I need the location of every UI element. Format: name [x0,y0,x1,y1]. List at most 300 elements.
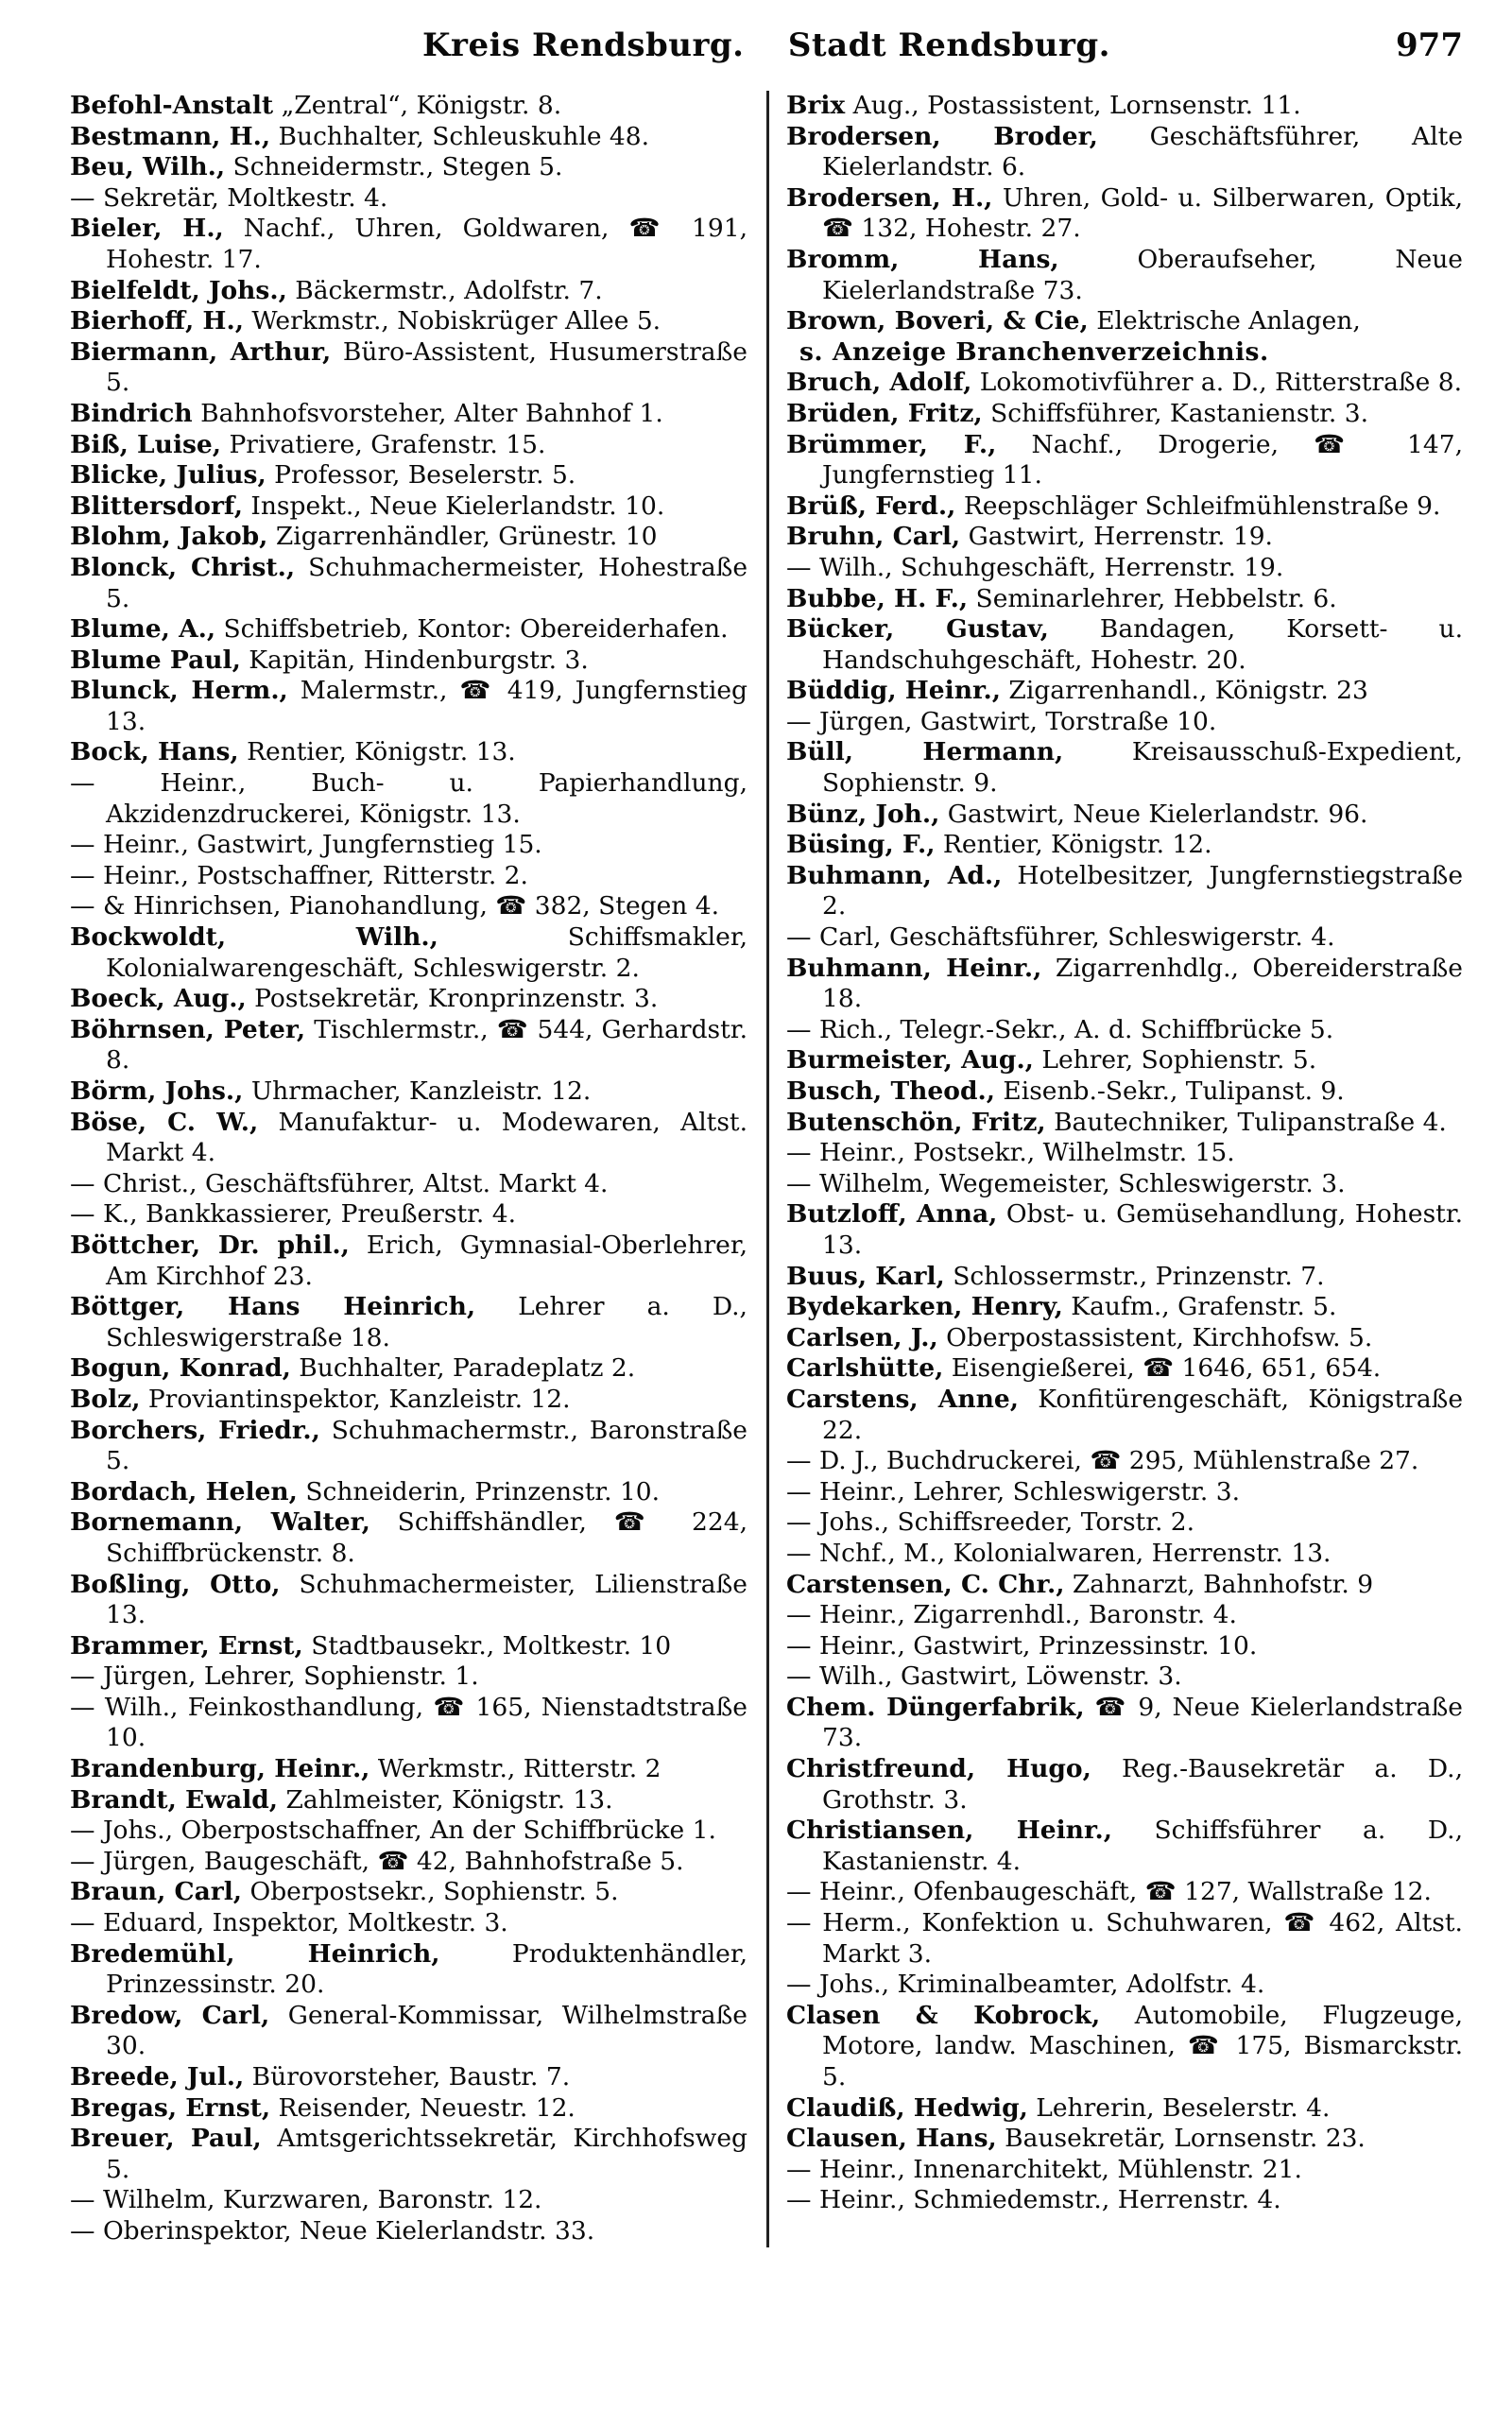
directory-entry [70,152,747,183]
entry-name: Bruch, Adolf, [786,368,972,398]
page-header [70,0,1463,91]
entry-name: Blume Paul, [70,645,241,675]
entry-details: Schlossermstr., Prinzenstr. 7. [944,1261,1325,1291]
entry-name: Claudiß, Hedwig, [786,2092,1028,2123]
entry-name: Bock, Hans, [70,737,239,767]
entry-details: Schiffsführer, Kastanienstr. 3. [982,398,1368,428]
entry-name: Böttcher, Dr. phil., [70,1230,350,1260]
entry-details: & Hinrichsen, Pianohandlung, ☎ 382, Stegen 4. [102,891,720,921]
entry-name: — [786,1507,819,1538]
directory-entry [70,2001,747,2062]
entry-details: Werkmstr., Nobiskrüger Allee 5. [243,306,662,336]
entry-name: — [786,1476,819,1506]
directory-entry [786,614,1463,676]
directory-entry [786,1877,1463,1908]
directory-entry [70,91,747,122]
entry-name: Bockwoldt, Wilh., [70,922,438,953]
entry-name: — [70,1661,103,1692]
entry-name: — [786,1630,819,1661]
entry-details: Lehrerin, Beselerstr. 4. [1027,2092,1331,2123]
entry-details: Manufaktur- u. Modewaren, Altst. Markt 4. [106,1107,748,1168]
directory-entry [786,1693,1463,1754]
directory-entry [786,1631,1463,1662]
entry-name: — [70,1692,105,1722]
directory-entry [786,800,1463,831]
entry-details: Schuhmachermeister, Lilienstraße 13. [106,1569,747,1630]
entry-details: Amtsgerichtssekretär, Kirchhofsweg 5. [106,2124,748,2184]
entry-details: Rentier, Königstr. 12. [935,830,1212,860]
entry-details: Heinr., Buch- u. Papierhandlung, Akzidenzdruckerei, Königstr. 13. [106,768,747,829]
directory-entry [786,183,1463,245]
directory-entry [70,768,747,830]
entry-name: Büll, Hermann, [786,737,1064,767]
directory-entry [786,1045,1463,1076]
directory-entry [786,830,1463,861]
entry-details: Bausekretär, Lornsenstr. 23. [996,2124,1366,2154]
entry-details: Heinr., Innenarchitekt, Mühlenstr. 21. [818,2154,1302,2184]
entry-details: Privatiere, Grafenstr. 15. [221,429,546,459]
directory-entry [786,1970,1463,2001]
entry-name: Butenschön, Fritz, [786,1107,1046,1137]
directory-entry [786,1323,1463,1354]
page-number: 977 [1396,26,1463,64]
entry-name: Brümmer, F., [786,429,997,459]
entry-details: Professor, Beselerstr. 5. [266,460,576,491]
entry-name: Böse, C. W., [70,1107,259,1137]
entry-details: Oberpostassistent, Kirchhofsw. 5. [937,1322,1373,1352]
entry-details: Uhren, Gold- u. Silberwaren, Optik, ☎ 132, Hohestr. 27. [822,182,1464,244]
entry-name: Breede, Jul., [70,2062,245,2091]
entry-details: Nachf., Uhren, Goldwaren, ☎ 191, Hohestr. 17. [106,214,747,274]
entry-name: Bruhn, Carl, [786,522,961,552]
directory-entry [786,676,1463,707]
entry-name: — [70,1168,103,1198]
entry-name: — [786,1661,819,1692]
directory-entry [786,2155,1463,2186]
directory-entry [786,2185,1463,2216]
directory-entry [70,1231,747,1292]
directory-entry [786,1292,1463,1323]
entry-name: Bünz, Joh., [786,799,940,829]
directory-entry [70,1015,747,1076]
directory-entry [786,1169,1463,1200]
entry-name: Carstensen, C. Chr., [786,1569,1065,1599]
entry-details: Heinr., Ofenbaugeschäft, ☎ 127, Wallstraße 12. [818,1877,1432,1907]
directory-entry [70,2124,747,2185]
entry-name: Blicke, Julius, [70,460,266,491]
entry-name: — [70,860,103,890]
entry-details: Wilh., Gastwirt, Löwenstr. 3. [818,1661,1182,1692]
entry-details: Tischlermstr., ☎ 544, Gerhardstr. 8. [106,1014,747,1076]
entry-details: Geschäftsführer, Alte Kielerlandstr. 6. [822,121,1463,182]
directory-entry [786,1539,1463,1570]
directory-entry [786,1353,1463,1385]
entry-details: Jürgen, Lehrer, Sophienstr. 1. [102,1661,479,1692]
entry-name: — [70,2215,103,2246]
directory-entry [70,984,747,1015]
directory-entry [70,2216,747,2247]
entry-name: Bredow, Carl, [70,2000,270,2030]
entry-details: Bautechniker, Tulipanstraße 4. [1045,1107,1447,1137]
directory-entry [70,399,747,430]
entry-name: — [70,1816,103,1846]
directory-entry [786,1754,1463,1816]
entry-details: Nachf., Drogerie, ☎ 147, Jungfernstieg 11. [822,429,1464,491]
entry-name: Brandenburg, Heinr., [70,1754,370,1784]
entry-details: Johs., Kriminalbeamter, Adolfstr. 4. [818,1970,1265,2000]
entry-name: — [70,830,103,860]
header-city: Stadt Rendsburg. [787,26,1111,64]
entry-details: Lehrer, Sophienstr. 5. [1033,1045,1317,1076]
entry-name: — [70,2185,103,2215]
entry-details: Wilhelm, Kurzwaren, Baronstr. 12. [102,2185,542,2215]
directory-entry [786,1262,1463,1293]
entry-details: Rentier, Königstr. 13. [238,737,516,767]
entry-details: Proviantinspektor, Kanzleistr. 12. [140,1384,571,1414]
entry-details: Buchhalter, Schleuskuhle 48. [270,121,650,151]
entry-details: Oberaufseher, Neue Kielerlandstraße 73. [822,244,1463,305]
directory-entry [70,1507,747,1569]
entry-details: Automobile, Flugzeuge, Motore, landw. Maschinen, ☎ 175, Bismarckstr. 5. [822,2000,1464,2091]
entry-name: — [70,182,103,213]
directory-entry [786,707,1463,738]
directory-entry [786,122,1463,183]
entry-details: Schuhmachermstr., Baronstraße 5. [106,1415,747,1476]
entry-details: Sekretär, Moltkestr. 4. [102,182,388,213]
entry-name: Bubbe, H. F., [786,583,969,613]
entry-details: Heinr., Schmiedemstr., Herrenstr. 4. [818,2185,1281,2215]
entry-details: K., Bankkassierer, Preußerstr. 4. [102,1199,517,1230]
entry-name: — [786,552,819,582]
directory-entry [70,1416,747,1477]
entry-name: Boßling, Otto, [70,1569,281,1599]
entry-details: „Zentral“, Königstr. 8. [273,91,562,120]
entry-name: Bydekarken, Henry, [786,1292,1063,1322]
entry-name: Beu, Wilh., [70,152,226,182]
entry-details: Buchhalter, Paradeplatz 2. [290,1353,636,1384]
directory-entry [786,1015,1463,1046]
directory-entry [70,1877,747,1908]
entry-name: — [786,2185,819,2215]
directory-entry [70,122,747,153]
entry-details: Johs., Oberpostschaffner, An der Schiffbrücke 1. [102,1816,716,1846]
directory-entry [786,306,1463,337]
directory-entry [786,245,1463,306]
entry-name: — [786,1446,819,1476]
entry-details: Oberpostsekr., Sophienstr. 5. [242,1877,619,1907]
entry-name: Börm, Johs., [70,1076,244,1106]
directory-entry [786,1816,1463,1877]
entry-details: Wilhelm, Wegemeister, Schleswigerstr. 3. [818,1168,1346,1198]
directory-entry [786,1138,1463,1169]
entry-details: Erich, Gymnasial-Oberlehrer, Am Kirchhof 23. [106,1230,747,1291]
entry-details: Zigarrenhdlg., Obereiderstraße 18. [822,953,1463,1014]
directory-entry [786,1661,1463,1693]
entry-details: Zigarrenhändler, Grünestr. 10 [267,522,658,552]
entry-details: Bürovorsteher, Baustr. 7. [244,2062,571,2091]
entry-name: — [786,1168,819,1198]
entry-name: — [786,922,819,953]
entry-name: — [786,1877,819,1907]
entry-details: Heinr., Postschaffner, Ritterstr. 2. [102,860,528,890]
directory-entry [70,1693,747,1754]
entry-name: Blittersdorf, [70,491,243,521]
entry-columns [70,91,1463,2247]
entry-name: — [70,891,103,921]
entry-details: Schiffshändler, ☎ 224, Schiffbrückenstr. 8. [106,1507,748,1568]
directory-entry [70,830,747,861]
directory-entry [786,584,1463,615]
entry-details: Malermstr., ☎ 419, Jungfernstieg 13. [106,676,747,736]
entry-details: Reisender, Neuestr. 12. [270,2092,576,2123]
directory-entry [70,861,747,892]
directory-entry [786,399,1463,430]
directory-entry [70,891,747,922]
directory-entry [786,1600,1463,1631]
directory-entry [786,922,1463,954]
directory-entry [786,491,1463,523]
entry-details: Jürgen, Gastwirt, Torstraße 10. [818,706,1217,736]
directory-entry [786,522,1463,553]
entry-details: Postsekretär, Kronprinzenstr. 3. [246,984,659,1014]
entry-details: Heinr., Lehrer, Schleswigerstr. 3. [818,1476,1241,1506]
directory-entry [70,553,747,614]
entry-details: Bandagen, Korsett- u. Handschuhgeschäft, Hohestr. 20. [822,614,1463,675]
entry-name: Blunck, Herm., [70,676,288,706]
entry-details: Zahlmeister, Königstr. 13. [278,1784,613,1815]
entry-name: Bieler, H., [70,214,224,244]
directory-entry [70,1754,747,1785]
directory-entry [70,214,747,275]
directory-entry [786,861,1463,922]
directory-entry [786,553,1463,584]
entry-name: Brix [786,91,846,120]
directory-entry [70,460,747,491]
right-column [766,91,1463,2247]
entry-name: — [786,1970,819,2000]
entry-name: Carlsen, J., [786,1322,938,1352]
entry-name: Clausen, Hans, [786,2124,997,2154]
left-column [70,91,766,2247]
entry-details: Schiffsführer a. D., Kastanienstr. 4. [822,1816,1463,1876]
directory-entry [70,1199,747,1231]
entry-name: Brodersen, Broder, [786,121,1098,151]
directory-entry [70,1570,747,1631]
directory-entry [70,614,747,645]
entry-name: Befohl-Anstalt [70,91,274,120]
entry-details: Gastwirt, Neue Kielerlandstr. 96. [939,799,1368,829]
entry-name: — [786,1138,819,1168]
directory-entry [786,1908,1463,1970]
directory-entry [786,368,1463,399]
section-reference: s. Anzeige Branchenverzeichnis. [799,336,1269,367]
entry-name: Bornemann, Walter, [70,1507,370,1538]
directory-entry [70,1816,747,1847]
entry-name: Burmeister, Aug., [786,1045,1034,1076]
directory-entry [786,1570,1463,1601]
directory-entry [70,1169,747,1200]
entry-name: Bierhoff, H., [70,306,244,336]
entry-details: Christ., Geschäftsführer, Altst. Markt 4. [102,1168,609,1198]
entry-name: Brüß, Ferd., [786,491,956,521]
entry-name: Breuer, Paul, [70,2124,262,2154]
directory-entry [70,1385,747,1416]
directory-entry [786,91,1463,122]
entry-details: Stadtbausekr., Moltkestr. 10 [302,1630,672,1661]
entry-name: Blonck, Christ., [70,552,296,582]
directory-entry [786,1076,1463,1108]
entry-details: Seminarlehrer, Hebbelstr. 6. [968,583,1337,613]
entry-details: Gastwirt, Herrenstr. 19. [960,522,1273,552]
running-title [422,26,1110,64]
directory-entry [786,1199,1463,1261]
directory-entry [786,2001,1463,2093]
directory-entry [70,1908,747,1939]
entry-details: Heinr., Gastwirt, Prinzessinstr. 10. [818,1630,1258,1661]
entry-name: — [786,1538,819,1568]
entry-details: Lokomotivführer a. D., Ritterstraße 8. [971,368,1463,398]
directory-entry [786,954,1463,1015]
entry-details: Johs., Schiffsreeder, Torstr. 2. [818,1507,1195,1538]
directory-entry [786,1477,1463,1508]
entry-details: ☎ 9, Neue Kielerlandstraße 73. [822,1692,1463,1753]
entry-details: Eisenb.-Sekr., Tulipanst. 9. [994,1076,1345,1106]
entry-name: Bogun, Konrad, [70,1353,291,1384]
directory-entry [70,337,747,399]
entry-details: Lehrer a. D., Schleswigerstraße 18. [106,1292,747,1352]
directory-entry [70,645,747,677]
entry-details: Zahnarzt, Bahnhofstr. 9 [1064,1569,1374,1599]
directory-entry [70,1108,747,1169]
entry-details: Obst- u. Gemüsehandlung, Hohestr. 13. [822,1199,1463,1260]
entry-name: Brammer, Ernst, [70,1630,303,1661]
entry-details: Nchf., M., Kolonialwaren, Herrenstr. 13. [818,1538,1332,1568]
entry-details: Schneidermstr., Stegen 5. [225,152,563,182]
entry-name: Biß, Luise, [70,429,222,459]
entry-name: Bredemühl, Heinrich, [70,1938,440,1969]
directory-entry [70,2093,747,2125]
directory-entry [70,1353,747,1385]
entry-details: General-Kommissar, Wilhelmstraße 30. [106,2000,747,2061]
directory-entry [786,1385,1463,1446]
entry-name: Christiansen, Heinr., [786,1816,1112,1846]
entry-name: Butzloff, Anna, [786,1199,998,1230]
entry-details: Aug., Postassistent, Lornsenstr. 11. [845,91,1301,120]
entry-name: Bolz, [70,1384,141,1414]
entry-details: Uhrmacher, Kanzleistr. 12. [243,1076,592,1106]
entry-name: Bordach, Helen, [70,1476,298,1506]
directory-entry [70,276,747,307]
directory-entry [70,522,747,553]
entry-name: — [70,1908,103,1938]
header-district: Kreis Rendsburg. [421,26,745,64]
entry-details: Oberinspektor, Neue Kielerlandstr. 33. [102,2215,595,2246]
entry-details: Reepschläger Schleifmühlenstraße 9. [955,491,1441,521]
entry-details: Zigarrenhandl., Königstr. 23 [1000,676,1368,706]
directory-entry [70,1631,747,1662]
entry-details: Bäckermstr., Adolfstr. 7. [286,275,603,305]
entry-name: Brandt, Ewald, [70,1784,279,1815]
entry-name: Brodersen, H., [786,182,993,213]
entry-name: Brüden, Fritz, [786,398,983,428]
entry-details: Werkmstr., Ritterstr. 2 [369,1754,662,1784]
entry-details: Konfitürengeschäft, Königstraße 22. [822,1384,1464,1445]
entry-name: — [70,768,161,799]
entry-details: Reg.-Bausekretär a. D., Grothstr. 3. [822,1754,1463,1815]
entry-name: — [786,2154,819,2184]
entry-name: Braun, Carl, [70,1877,243,1907]
entry-name: Biermann, Arthur, [70,336,332,367]
entry-name: Bücker, Gustav, [786,614,1049,645]
directory-entry [70,2062,747,2093]
directory-entry [70,1939,747,2001]
directory-entry [70,306,747,337]
entry-details: Kaufm., Grafenstr. 5. [1062,1292,1337,1322]
directory-entry [786,1446,1463,1477]
entry-details: Schuhmachermeister, Hohestraße 5. [106,552,747,613]
entry-name: Bromm, Hans, [786,244,1059,274]
entry-name: Büsing, F., [786,830,936,860]
directory-entry [786,737,1463,799]
directory-entry [70,1292,747,1353]
directory-entry [786,2124,1463,2155]
entry-name: Büddig, Heinr., [786,676,1001,706]
entry-details: Eduard, Inspektor, Moltkestr. 3. [102,1908,508,1938]
entry-name: Brown, Boveri, & Cie, [786,306,1089,336]
entry-name: — [70,1846,103,1876]
entry-details: Heinr., Gastwirt, Jungfernstieg 15. [102,830,542,860]
entry-details: Schiffsmakler, Kolonialwarengeschäft, Schleswigerstr. 2. [106,922,747,983]
entry-details: Büro-Assistent, Husumerstraße 5. [106,336,747,398]
entry-name: Bregas, Ernst, [70,2092,271,2123]
entry-name: Bielfeldt, Johs., [70,275,287,305]
directory-entry [70,1785,747,1816]
entry-name: Christfreund, Hugo, [786,1754,1091,1784]
entry-name: Böhrnsen, Peter, [70,1014,306,1044]
entry-details: Schiffsbetrieb, Kontor: Obereiderhafen. [215,614,729,645]
entry-name: Boeck, Aug., [70,984,247,1014]
entry-name: — [786,1600,819,1630]
entry-details: Bahnhofsvorsteher, Alter Bahnhof 1. [192,398,663,428]
entry-details: Eisengießerei, ☎ 1646, 651, 654. [943,1353,1382,1384]
entry-name: Bestmann, H., [70,121,271,151]
entry-name: Buus, Karl, [786,1261,945,1291]
directory-entry [786,1507,1463,1539]
directory-entry [70,1847,747,1878]
directory-entry [786,430,1463,491]
directory-entry [70,1477,747,1508]
entry-name: Borchers, Friedr., [70,1415,320,1445]
entry-details: Inspekt., Neue Kielerlandstr. 10. [242,491,665,521]
directory-entry [786,1108,1463,1139]
entry-name: — [786,1908,823,1938]
entry-details: Carl, Geschäftsführer, Schleswigerstr. 4. [818,922,1335,953]
directory-entry [70,2185,747,2216]
entry-name: Carstens, Anne, [786,1384,1019,1414]
directory-entry [70,430,747,461]
entry-name: Böttger, Hans Heinrich, [70,1292,476,1322]
entry-details: Produktenhändler, Prinzessinstr. 20. [106,1938,747,2000]
entry-name: Buhmann, Ad., [786,860,1003,890]
directory-entry [70,737,747,768]
directory-entry [70,1661,747,1693]
entry-details: Wilh., Schuhgeschäft, Herrenstr. 19. [818,552,1284,582]
entry-name: — [786,706,819,736]
directory-entry [786,2093,1463,2125]
entry-name: — [786,1014,819,1044]
entry-name: Bindrich [70,398,193,428]
entry-name: Busch, Theod., [786,1076,995,1106]
